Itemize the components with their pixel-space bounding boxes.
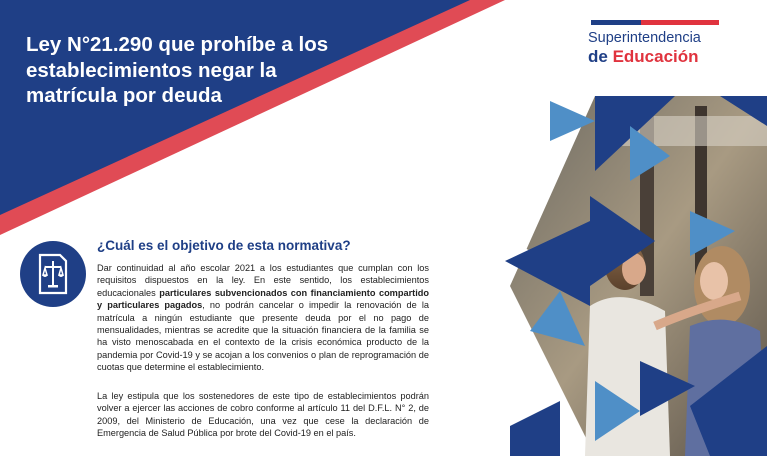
page-title: Ley N°21.290 que prohíbe a los establecimientos negar la matrícula por deuda: [26, 33, 329, 107]
paragraph-1: [97, 262, 429, 374]
girl-face: [700, 262, 728, 300]
paragraph-1-text-a: Dar continuidad al año escolar 2021 a los estudiantes que cumplan con los requisitos dispuestos en la ley. En este sentido, los establecimientos educacionales: [97, 263, 429, 298]
logo-line2-prefix: de: [588, 47, 608, 66]
paragraph-2: La ley estipula que los sostenedores de este tipo de establecimientos podrán volver a ejercer las acciones de cobro conforme al artículo 11 del D.F.L. N° 2, de 2009, del Ministerio de Educación, una vez que cese la declaración de Emergencia de Salud Pública por brote del Covid-19 en el país.: [97, 391, 429, 439]
deco-triangle: [510, 401, 560, 456]
superintendencia-logo: [588, 20, 728, 67]
section-heading: ¿Cuál es el objetivo de esta normativa?: [97, 238, 351, 253]
paragraph-1-bold: particulares subvencionados con financiamiento compartido y particulares pagados: [97, 287, 429, 311]
logo-color-bar: [591, 20, 719, 25]
law-document-icon: [20, 241, 86, 307]
paragraph-1-text-b: , no podrán cancelar o impedir la renovación de la matrícula a ningún estudiante que presente deuda por el no pago de mensualidades, mientras se acredite que la situación financiera de la familia se ha visto menoscabada en el contexto de la crisis económica producto de la pandemia por Covid-19 y se acojan a los convenios o plan de reprogramación de cuotas que determine el establecimiento.: [97, 300, 429, 373]
logo-line2: [588, 47, 728, 67]
photo-collage: [490, 96, 767, 456]
logo-line2-word: Educación: [612, 47, 699, 66]
logo-line1: Superintendencia: [588, 30, 701, 46]
